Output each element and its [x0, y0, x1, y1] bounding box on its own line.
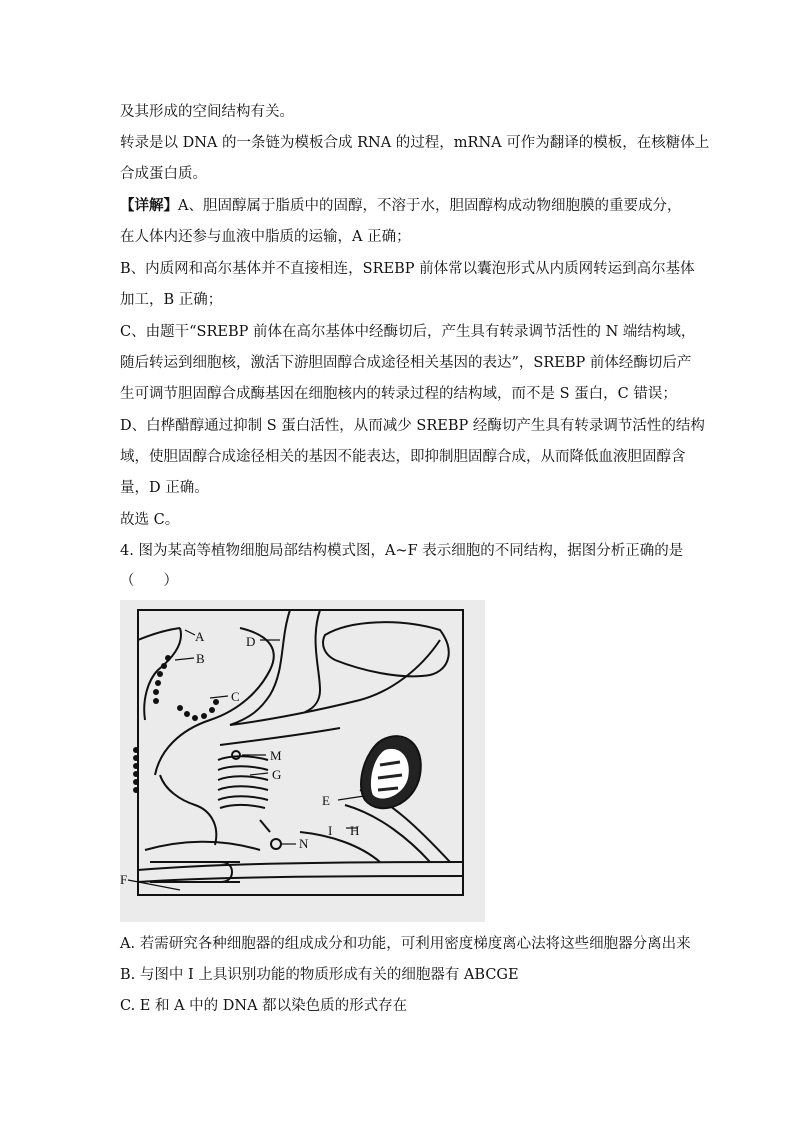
text-line-13: 量，D 正确。	[120, 480, 209, 496]
text-line-14: 故选 C。	[120, 512, 180, 528]
cell-diagram	[120, 600, 485, 922]
vacuole	[323, 622, 449, 676]
label-d: D	[246, 634, 256, 649]
option-c: C. E 和 A 中的 DNA 都以染色质的形式存在	[120, 998, 408, 1014]
detail-tag: 【详解】	[120, 197, 178, 214]
text-line-12: 域，使胆固醇合成途径相关的基因不能表达，即抑制胆固醇合成，从而降低血液胆固醇含	[120, 449, 686, 465]
text-line-8: C、由题干“SREBP 前体在高尔基体中经酶切后，产生具有转录调节活性的 N 端结构域，	[120, 324, 696, 340]
label-n: N	[299, 836, 309, 851]
text-line-4	[120, 196, 681, 216]
question-title: 4. 图为某高等植物细胞局部结构模式图，A~F 表示细胞的不同结构，据图分析正确的是	[120, 543, 684, 559]
text-line-6: B、内质网和高尔基体并不直接相连，SREBP 前体常以囊泡形式从内质网转运到高尔基体	[120, 261, 695, 277]
cell-structure-figure	[120, 600, 485, 922]
question-paren: （ ）	[120, 573, 178, 589]
golgi-apparatus	[218, 756, 268, 760]
cell-membrane	[138, 862, 463, 870]
text-line-1: 及其形成的空间结构有关。	[120, 104, 294, 120]
label-c: C	[231, 689, 240, 704]
text-line-4-body: A、胆固醇属于脂质中的固醇，不溶于水，胆固醇构成动物细胞膜的重要成分，	[178, 198, 682, 214]
text-line-7: 加工，B 正确；	[120, 292, 223, 308]
label-m: M	[270, 748, 282, 763]
option-a: A. 若需研究各种细胞器的组成成分和功能，可利用密度梯度离心法将这些细胞器分离出来	[120, 936, 691, 952]
label-g: G	[272, 767, 282, 782]
vesicle-m	[232, 751, 240, 759]
label-i: I	[328, 823, 333, 838]
vesicle-n	[271, 839, 281, 849]
label-h: H	[350, 823, 360, 838]
text-line-11: D、白桦醋醇通过抑制 S 蛋白活性，从而减少 SREBP 经酶切产生具有转录调节活性的结构	[120, 418, 705, 434]
text-line-10: 生可调节胆固醇合成酶基因在细胞核内的转录过程的结构域，而不是 S 蛋白，C 错误；	[120, 386, 677, 402]
mitochondrion	[361, 736, 421, 808]
label-a: A	[195, 629, 205, 644]
nuclear-envelope	[138, 628, 180, 640]
ribosomes	[133, 655, 219, 793]
option-b: B. 与图中 I 上具识别功能的物质形成有关的细胞器有 ABCGE	[120, 967, 519, 983]
text-line-2: 转录是以 DNA 的一条链为模板合成 RNA 的过程，mRNA 可作为翻译的模板，在核糖体上	[120, 135, 710, 151]
text-line-3: 合成蛋白质。	[120, 166, 207, 182]
label-f: F	[120, 872, 128, 887]
label-e: E	[322, 793, 330, 808]
text-line-9: 随后转运到细胞核，激活下游胆固醇合成途径相关基因的表达”，SREBP 前体经酶切后产	[120, 355, 692, 371]
label-b: B	[196, 651, 205, 666]
text-line-5: 在人体内还参与血液中脂质的运输，A 正确；	[120, 229, 411, 245]
